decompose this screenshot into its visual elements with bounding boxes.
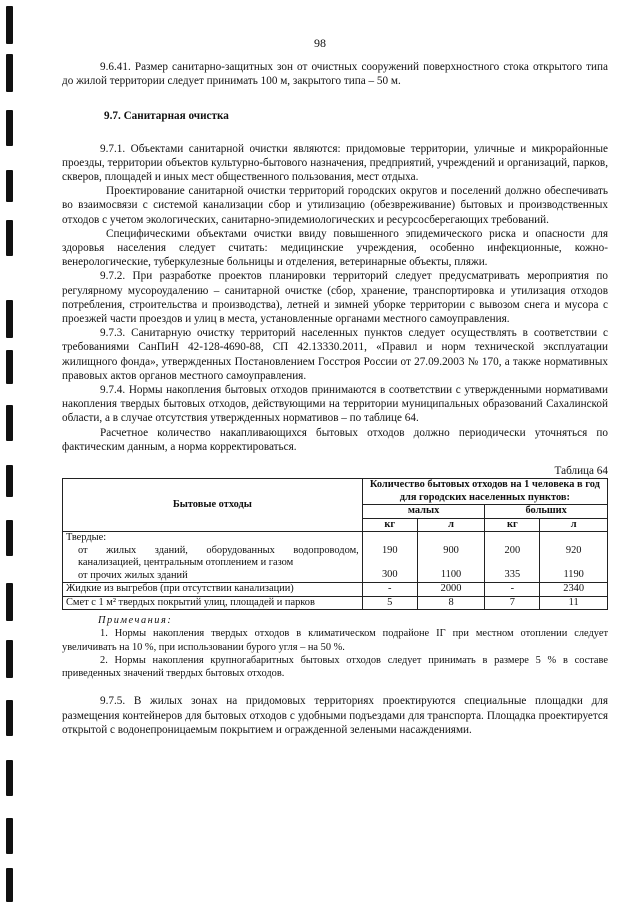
binder-mark <box>6 868 13 902</box>
cell-value: 2340 <box>540 583 608 597</box>
binder-mark <box>6 220 13 256</box>
binder-mark <box>6 760 13 796</box>
binder-mark <box>6 300 13 338</box>
document-body <box>62 60 608 737</box>
row-label: от прочих жилых зданий <box>78 569 188 581</box>
table-caption: Таблица 64 <box>554 465 608 478</box>
cell-value: 190 <box>381 544 398 556</box>
cell-value: 1190 <box>563 569 584 581</box>
notes-title: Примечания: <box>98 615 173 627</box>
table-row-label <box>63 532 363 583</box>
cell-value: 300 <box>381 569 398 581</box>
binder-mark <box>6 640 13 678</box>
cell-value: 200 <box>504 544 521 556</box>
section-heading: 9.7. Санитарная очистка <box>104 110 229 123</box>
paragraph: 9.7.4. Нормы накопления бытовых отходов принимаются в соответствии с утвержденными нормативами накопления твердых бытовых отходов, действующими на территории муниципальных образований Сахалинской области, а в случае отсутствия утвержденных нормативов – по таблице 64. <box>62 384 608 425</box>
binder-mark <box>6 818 13 854</box>
paragraph: Расчетное количество накапливающихся бытовых отходов должно периодически уточняться по фактическим данным, а норма корректироваться. <box>62 426 608 453</box>
notes <box>62 614 608 680</box>
table-cell <box>417 532 485 583</box>
paragraph: 9.7.2. При разработке проектов планировки территорий следует предусматривать мероприятия по регулярному мусороудалению – санитарной очистке (сбор, хранение, транспортировка и утилизация отходов потребления, строительства и производства), летней и зимней уборке территории с вывозом снега и мусора с проезжей части проездов и улиц в места, установленные органами местного самоуправления. <box>62 270 608 326</box>
note-item: 2. Нормы накопления крупногабаритных бытовых отходов следует принимать в размере 5 % в составе приведенных значений твердых бытовых отходов. <box>62 654 608 680</box>
table-cell <box>362 532 417 583</box>
note-item: 1. Нормы накопления твердых отходов в климатическом подрайоне IГ при местном отоплении следует увеличивать на 10 %, при использовании бурого угля – на 50 %. <box>62 628 608 653</box>
cell-value: 900 <box>443 544 459 556</box>
row-label: от жилых зданий, оборудованных водопроводом, канализацией, центральным отоплением и газом <box>78 544 359 569</box>
binder-mark <box>6 110 13 146</box>
cell-value: 11 <box>540 596 608 610</box>
unit-l: л <box>540 518 608 532</box>
table-cell <box>485 532 540 583</box>
waste-norms-table <box>62 478 608 610</box>
paragraph: 9.7.1. Объектами санитарной очистки являются: придомовые территории, уличные и микрорайонные проезды, территории объектов культурно-бытового назначения, предприятий, учреждений и организаций, парков, скверов, площадей и иных мест общественного пользования, мест отдыха. <box>62 142 608 184</box>
binder-mark <box>6 583 13 621</box>
cell-value: - <box>485 583 540 597</box>
binder-mark <box>6 170 13 202</box>
unit-l: л <box>417 518 485 532</box>
cell-value: 5 <box>362 596 417 610</box>
binder-mark <box>6 350 13 384</box>
page-number: 98 <box>314 36 326 50</box>
binder-mark <box>6 520 13 556</box>
cell-value: 8 <box>417 596 485 610</box>
cell-value: 2000 <box>417 583 485 597</box>
header-large: больших <box>485 505 608 519</box>
table-row <box>63 583 608 597</box>
paragraph: Специфическими объектами очистки ввиду повышенного эпидемического риска и опасности для здоровья населения следует считать: медицинские учреждения, особенно инфекционные, кожно-венерологические, туберкулезные больницы и отделения, ветеринарные объекты, пляжи. <box>62 227 608 269</box>
cell-value: 335 <box>504 569 521 581</box>
table-cell <box>540 532 608 583</box>
cell-value: - <box>362 583 417 597</box>
solid-label: Твердые: <box>66 532 107 544</box>
unit-kg: кг <box>485 518 540 532</box>
header-quantity: Количество бытовых отходов на 1 человека в год для городских населенных пунктов: <box>362 479 607 505</box>
binder-mark <box>6 54 13 92</box>
binder-mark <box>6 700 13 736</box>
header-waste: Бытовые отходы <box>63 479 363 532</box>
table-row <box>63 596 608 610</box>
cell-value: 1100 <box>440 569 462 581</box>
final-paragraph: 9.7.5. В жилых зонах на придомовых территориях проектируются специальные площадки для размещения контейнеров для бытовых отходов с удобными подъездами для транспорта. Площадка проектируется открытой с водонепроницаемым покрытием и огражденной зелеными насаждениями. <box>62 695 608 736</box>
cell-value: 920 <box>565 544 582 556</box>
paragraph: 9.7.3. Санитарную очистку территорий населенных пунктов следует осуществлять в соответствии с требованиями СанПиН 42-128-4690-88, СП 42.13330.2011, «Правил и норм технической эксплуатации жилищного фонда», утвержденных Постановлением Госстроя России от 27.09.2003 № 170, а также нормативных правовых актов органов местного самоуправления. <box>62 327 608 382</box>
unit-kg: кг <box>362 518 417 532</box>
paragraph: Проектирование санитарной очистки территорий городских округов и поселений должно обеспечивать во взаимосвязи с системой канализации сбор и утилизацию (обезвреживание) бытовых и производственных отходов с учетом экологических, санитарно-эпидемиологических и ресурсосберегающих требований. <box>62 185 608 226</box>
cell-value: 7 <box>485 596 540 610</box>
row-label: Смет с 1 м² твердых покрытий улиц, площадей и парков <box>63 596 363 610</box>
binder-mark <box>6 405 13 441</box>
header-small: малых <box>362 505 485 519</box>
binder-mark <box>6 465 13 497</box>
row-label: Жидкие из выгребов (при отсутствии канализации) <box>63 583 363 597</box>
intro-paragraph: 9.6.41. Размер санитарно-защитных зон от очистных сооружений поверхностного стока открытого типа до жилой территории следует принимать 100 м, закрытого типа – 50 м. <box>62 61 608 88</box>
